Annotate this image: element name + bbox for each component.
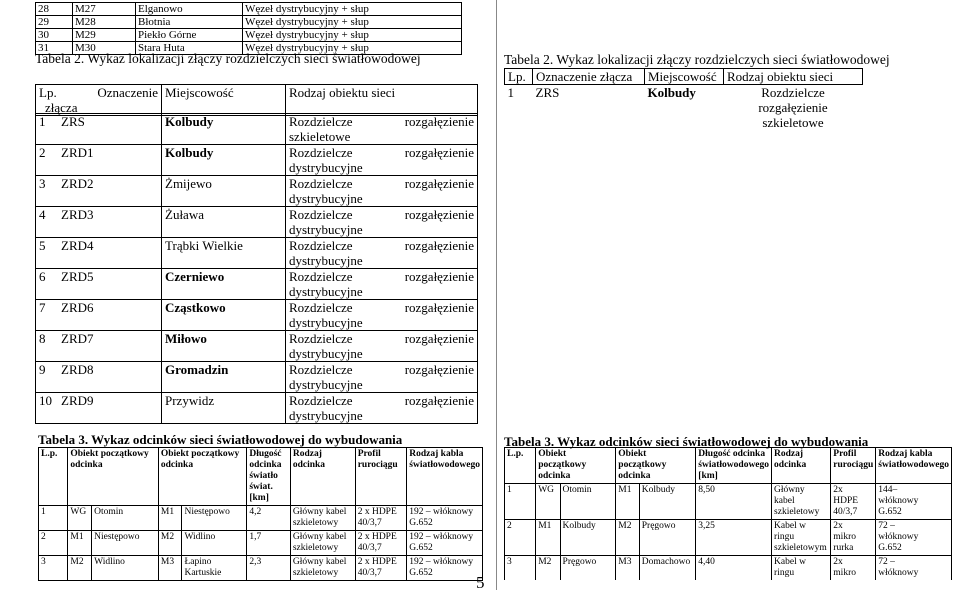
cell-type-2: szkieletowy xyxy=(292,543,339,553)
cell: M28 xyxy=(73,16,136,29)
cell-rodzaj-3: szkieletowe xyxy=(289,129,351,144)
cell-miejscowosc: Żuława xyxy=(162,207,286,238)
cell-end-name xyxy=(182,531,247,556)
cell-length: 1,7 xyxy=(247,531,291,556)
cell-rodzaj-3: dystrybucyjne xyxy=(289,315,363,330)
cell-rodzaj-1: Rozdzielcze xyxy=(289,145,353,160)
h-type-1: Rodzaj xyxy=(292,449,322,459)
right-table3-body xyxy=(505,484,952,581)
cell-lp: 3 xyxy=(39,556,68,581)
table-row xyxy=(36,393,478,424)
cell-oznaczenie: ZRS xyxy=(61,114,85,129)
cell-lp: 2 xyxy=(39,531,68,556)
cell-profile-1: 2x xyxy=(833,521,843,531)
cell-cable xyxy=(407,531,483,556)
h-len-1: Długość odcinka xyxy=(698,449,766,459)
cell: M27 xyxy=(73,3,136,16)
cell-start-name: Niestępowo xyxy=(92,531,159,556)
h-profile-1: Profil xyxy=(357,449,381,459)
cell-type xyxy=(772,556,831,581)
h-len-2: odcinka xyxy=(249,460,282,470)
cell-type-1: Główny kabel xyxy=(292,507,347,517)
header-rodzaj: Rodzaj obiektu sieci xyxy=(286,85,478,116)
header-type: Rodzaj odcinka xyxy=(772,448,831,484)
cell-end-name xyxy=(182,506,247,531)
cell: Węzeł dystrybucyjny + słup xyxy=(243,3,462,16)
header-miejscowosc: Miejscowość xyxy=(162,85,286,116)
cell-profile-1: 2 x HDPE xyxy=(357,507,397,517)
cell: 31 xyxy=(36,42,73,55)
cell-miejscowosc: Przywidz xyxy=(162,393,286,424)
table-row xyxy=(36,269,478,300)
cell-start-name: Kolbudy xyxy=(560,520,616,556)
cell-type-2: ringu xyxy=(774,532,795,542)
table-row xyxy=(36,362,478,393)
cell-rodzaj-2: rozgałęzienie xyxy=(404,145,474,160)
right-table3-caption-text: Tabela 3. Wykaz odcinków sieci światłowodowej do wybudowania xyxy=(504,434,869,449)
cell-rodzaj-1: Rozdzielcze xyxy=(289,300,353,315)
cell-profile-2: mikro xyxy=(833,532,856,542)
h-cable-1: Rodzaj kabla xyxy=(409,449,464,459)
cell-lp-oznaczenie xyxy=(36,145,162,176)
h-len-4: świat. xyxy=(249,482,273,492)
cell-lp: 1 xyxy=(507,85,514,100)
cell-length: 2,3 xyxy=(247,556,291,581)
table-row xyxy=(36,29,462,42)
cell-rodzaj xyxy=(286,114,478,145)
cell-end-code: M3 xyxy=(158,556,182,581)
h-len-3: [km] xyxy=(698,471,718,481)
cell-type-1: Główny kabel xyxy=(292,557,347,567)
cell-start-code: M1 xyxy=(68,531,92,556)
cell-rodzaj xyxy=(724,85,863,131)
cell-end-name xyxy=(182,556,247,581)
cell-rodzaj-2: rozgałęzienie xyxy=(404,393,474,408)
cell-lp-oznaczenie xyxy=(36,176,162,207)
table-header-row xyxy=(36,85,478,116)
cell-cable-2: G.652 xyxy=(409,568,433,578)
cell-length: 4,2 xyxy=(247,506,291,531)
cell-start-name: Otomin xyxy=(560,484,616,520)
cell-end-code: M1 xyxy=(158,506,182,531)
cell-oznaczenie: ZRD1 xyxy=(61,145,94,160)
cell-profile xyxy=(355,506,407,531)
table-header-row xyxy=(505,448,952,484)
cell-rodzaj xyxy=(286,300,478,331)
cell-cable-2: G.652 xyxy=(409,543,433,553)
cell-type xyxy=(290,556,355,581)
cell: Węzeł dystrybucyjny + słup xyxy=(243,29,462,42)
cell-miejscowosc: Cząstkowo xyxy=(162,300,286,331)
cell-start-name: Widlino xyxy=(92,556,159,581)
cell-length: 8,50 xyxy=(696,484,772,520)
header-length xyxy=(696,448,772,484)
header-oznaczenie-text-2: złącza xyxy=(45,100,78,115)
cell-profile-1: 2 x HDPE xyxy=(357,557,397,567)
cell-lp: 3 xyxy=(505,556,536,581)
cell-cable xyxy=(407,556,483,581)
header-start-2: odcinka xyxy=(70,460,103,470)
h-profile-2: rurociągu xyxy=(357,460,398,470)
page-number: 5 xyxy=(476,573,485,592)
h-cable-1: Rodzaj kabla xyxy=(878,449,933,459)
cell-rodzaj-line-2: szkieletowe xyxy=(762,115,824,130)
cell-cable-1: 192 – włóknowy xyxy=(409,507,474,517)
cell: M30 xyxy=(73,42,136,55)
cell-cable-2: G.652 xyxy=(409,518,433,528)
cell-lp: 1 xyxy=(39,506,68,531)
cell-rodzaj-3: dystrybucyjne xyxy=(289,222,363,237)
cell-rodzaj xyxy=(286,269,478,300)
cell-rodzaj-1: Rozdzielcze xyxy=(289,269,353,284)
cell-start-code: M1 xyxy=(536,520,560,556)
cell-cable-1: 72 – xyxy=(878,521,895,531)
cell-type xyxy=(772,520,831,556)
table-row xyxy=(36,238,478,269)
cell-end-name-1: Niestępowo xyxy=(184,507,230,517)
cell-cable-1: 192 – włóknowy xyxy=(409,557,474,567)
cell-profile-2: 40/3,7 xyxy=(357,543,382,553)
cell: Stara Huta xyxy=(136,42,243,55)
header-lp: Lp. xyxy=(505,69,533,85)
cell-miejscowosc: Kolbudy xyxy=(162,145,286,176)
cell-rodzaj-1: Rozdzielcze xyxy=(289,114,353,129)
cell: Węzeł dystrybucyjny + słup xyxy=(243,42,462,55)
cell-oznaczenie: ZRD3 xyxy=(61,207,94,222)
cell: 29 xyxy=(36,16,73,29)
cell-lp: 4 xyxy=(39,207,46,222)
cell-lp: 3 xyxy=(39,176,46,191)
cell-cable-2: włóknowy xyxy=(878,568,919,578)
cell-rodzaj-3: dystrybucyjne xyxy=(289,191,363,206)
header-start xyxy=(536,448,616,484)
cell-end-name-1: Widlino xyxy=(184,532,216,542)
cell-end-code: M1 xyxy=(616,484,639,520)
cell: 28 xyxy=(36,3,73,16)
table-header-row xyxy=(505,69,863,85)
h-len-2: światłowodowego xyxy=(698,460,770,470)
h-end-1: Obiekt początkowy xyxy=(618,449,667,470)
right-table2-caption: Tabela 2. Wykaz lokalizacji złączy rozdzielczych sieci światłowodowej xyxy=(504,52,890,67)
right-table3 xyxy=(504,447,952,580)
cell-miejscowosc: Gromadzin xyxy=(162,362,286,393)
table-row xyxy=(36,16,462,29)
cell-lp-oznaczenie xyxy=(36,207,162,238)
cell-rodzaj-2: rozgałęzienie xyxy=(404,331,474,346)
cell-cable xyxy=(876,484,952,520)
cell: Węzeł dystrybucyjny + słup xyxy=(243,16,462,29)
table-row xyxy=(36,176,478,207)
cell-miejscowosc: Trąbki Wielkie xyxy=(162,238,286,269)
cell-start-code: M2 xyxy=(68,556,92,581)
cell-rodzaj-1: Rozdzielcze xyxy=(289,331,353,346)
cell-rodzaj-3: dystrybucyjne xyxy=(289,160,363,175)
cell-rodzaj xyxy=(286,238,478,269)
cell-profile-2: mikro xyxy=(833,568,856,578)
cell-end-code: M3 xyxy=(616,556,639,581)
cell-cable-2: włóknowy xyxy=(878,532,919,542)
cell-type xyxy=(290,531,355,556)
cell-lp: 5 xyxy=(39,238,46,253)
cell-oznaczenie: ZRD5 xyxy=(61,269,94,284)
cell-oznaczenie: ZRS xyxy=(535,85,560,100)
cell-type-2: szkieletowy xyxy=(292,518,339,528)
cell-lp: 1 xyxy=(39,114,46,129)
cell-profile xyxy=(831,520,876,556)
cell-rodzaj xyxy=(286,331,478,362)
cell-rodzaj xyxy=(286,207,478,238)
header-lp: L.p. xyxy=(505,448,536,484)
table-row xyxy=(505,484,952,520)
cell-rodzaj-2: rozgałęzienie xyxy=(404,300,474,315)
cell-rodzaj xyxy=(286,176,478,207)
cell-cable-3: G.652 xyxy=(878,507,902,517)
cell-type-1: Kabel w xyxy=(774,557,806,567)
left-table3-caption xyxy=(38,433,402,447)
cell-profile-1: 2x xyxy=(833,557,843,567)
cell-rodzaj xyxy=(286,393,478,424)
h-len-3: światło xyxy=(249,471,278,481)
cell-oznaczenie: ZRD8 xyxy=(61,362,94,377)
h-len-1: Długość xyxy=(249,449,282,459)
cell-cable xyxy=(876,520,952,556)
page-divider xyxy=(496,0,497,590)
cell-rodzaj-2: rozgałęzienie xyxy=(404,114,474,129)
h-end-2: odcinka xyxy=(618,471,651,481)
header-end-2: odcinka xyxy=(160,460,194,470)
cell-miejscowosc: Czerniewo xyxy=(162,269,286,300)
cell-cable-1: 144– xyxy=(878,485,898,495)
cell: Piekło Górne xyxy=(136,29,243,42)
left-table2 xyxy=(35,84,478,116)
cell-miejscowosc: Kolbudy xyxy=(647,85,696,100)
header-lp: L.p. xyxy=(39,448,68,506)
cell-rodzaj-line-1: Rozdzielcze rozgałęzienie xyxy=(758,85,828,115)
cell-rodzaj-3: dystrybucyjne xyxy=(289,377,363,392)
cell-end-name-1: Łapino xyxy=(184,557,212,567)
table-row xyxy=(39,531,483,556)
cell-length: 4,40 xyxy=(696,556,772,581)
cell: Elganowo xyxy=(136,3,243,16)
left-table2-caption: Tabela 2. Wykaz lokalizacji złączy rozdzielczych sieci światłowodowej xyxy=(35,51,421,66)
table-row xyxy=(36,331,478,362)
cell-profile-1: 2 x HDPE xyxy=(357,532,397,542)
cell-start-code: WG xyxy=(536,484,560,520)
cell-oznaczenie: ZRD2 xyxy=(61,176,94,191)
h-start-2: odcinka xyxy=(538,471,571,481)
cell-lp: 2 xyxy=(505,520,536,556)
cell-lp-oznaczenie xyxy=(36,331,162,362)
cell-lp: 10 xyxy=(39,393,52,408)
cell-profile xyxy=(355,556,407,581)
cell-lp-oznaczenie xyxy=(36,238,162,269)
cell-cable-1: 192 – włóknowy xyxy=(409,532,474,542)
table-row xyxy=(36,3,462,16)
cell-end-code: M2 xyxy=(616,520,639,556)
table-row xyxy=(39,506,483,531)
cell-type-3: szkieletowym xyxy=(774,543,827,553)
cell-lp: 7 xyxy=(39,300,46,315)
cell-end-name: Pręgowo xyxy=(639,520,696,556)
table-row xyxy=(36,145,478,176)
table-row xyxy=(36,114,478,145)
header-cable xyxy=(407,448,483,506)
cell-rodzaj-2: rozgałęzienie xyxy=(404,362,474,377)
cell-cable xyxy=(407,506,483,531)
left-table3-caption-text: Tabela 3. Wykaz odcinków sieci światłowodowej do wybudowania xyxy=(38,432,403,447)
table-row xyxy=(36,207,478,238)
cell-lp: 9 xyxy=(39,362,46,377)
header-profile xyxy=(355,448,407,506)
cell-oznaczenie: ZRD4 xyxy=(61,238,94,253)
cell-profile xyxy=(831,484,876,520)
table-header-row xyxy=(39,448,483,506)
cell-rodzaj xyxy=(286,145,478,176)
cell-rodzaj-1: Rozdzielcze xyxy=(289,393,353,408)
cell-type-3: szkieletowy xyxy=(774,507,820,517)
table-row xyxy=(505,520,952,556)
cell-rodzaj-3: dystrybucyjne xyxy=(289,253,363,268)
cell-miejscowosc: Kolbudy xyxy=(162,114,286,145)
cell-start-name: Pręgowo xyxy=(560,556,616,581)
cell-rodzaj-3: dystrybucyjne xyxy=(289,408,363,423)
cell: M29 xyxy=(73,29,136,42)
cell-oznaczenie: ZRD7 xyxy=(61,331,94,346)
table-row xyxy=(39,556,483,581)
cell-lp: 6 xyxy=(39,269,46,284)
cell-lp-oznaczenie xyxy=(36,300,162,331)
header-cable xyxy=(876,448,952,484)
cell-profile-1: 2x xyxy=(833,485,843,495)
cell-profile-3: rurka xyxy=(833,543,854,553)
header-lp: Lp. xyxy=(39,85,57,100)
cell-lp-oznaczenie xyxy=(36,269,162,300)
cell-miejscowosc: Żmijewo xyxy=(162,176,286,207)
cell-type-1: Główny xyxy=(774,485,805,495)
cell-rodzaj-1: Rozdzielcze xyxy=(289,238,353,253)
header-rodzaj: Rodzaj obiektu sieci xyxy=(724,69,863,85)
header-oznaczenie: Oznaczenie złącza xyxy=(533,69,645,85)
cell-rodzaj-1: Rozdzielcze xyxy=(289,207,353,222)
cell-lp: 1 xyxy=(505,484,536,520)
cell-rodzaj-2: rozgałęzienie xyxy=(404,176,474,191)
left-table2-body xyxy=(35,113,478,424)
header-start xyxy=(68,448,159,506)
cell-rodzaj-2: rozgałęzienie xyxy=(404,269,474,284)
header-end xyxy=(616,448,696,484)
cell-start-name: Otomin xyxy=(92,506,159,531)
h-cable-2: światłowodowego xyxy=(878,460,949,470)
cell-lp: 8 xyxy=(39,331,46,346)
cell-length: 3,25 xyxy=(696,520,772,556)
cell-rodzaj-1: Rozdzielcze xyxy=(289,176,353,191)
cell: Błotnia xyxy=(136,16,243,29)
left-table3 xyxy=(38,447,483,581)
table-row xyxy=(505,85,863,131)
cell-profile-2: 40/3,7 xyxy=(357,568,382,578)
cell-end-name-2: Kartuskie xyxy=(184,568,222,578)
h-type-2: odcinka xyxy=(292,460,326,470)
cell-type-2: kabel xyxy=(774,496,795,506)
header-end-1: Obiekt początkowy xyxy=(160,449,240,459)
header-miejscowosc: Miejscowość xyxy=(645,69,724,85)
h-profile-2: rurociągu xyxy=(833,460,874,470)
header-profile xyxy=(831,448,876,484)
h-start-1: Obiekt początkowy xyxy=(538,449,587,470)
cell-oznaczenie: ZRD9 xyxy=(61,393,94,408)
header-oznaczenie-text: Oznaczenie xyxy=(97,85,158,100)
cell-type-1: Kabel w xyxy=(774,521,806,531)
cell-lp-oznaczenie xyxy=(36,393,162,424)
header-end xyxy=(158,448,246,506)
right-table2 xyxy=(504,68,863,130)
cell-profile xyxy=(355,531,407,556)
cell-type-2: szkieletowy xyxy=(292,568,339,578)
cell-profile-2: HDPE xyxy=(833,496,859,506)
table-row xyxy=(505,556,952,581)
cell: 30 xyxy=(36,29,73,42)
cell-rodzaj-3: dystrybucyjne xyxy=(289,284,363,299)
cell-type xyxy=(772,484,831,520)
cell-lp: 2 xyxy=(39,145,46,160)
header-length xyxy=(247,448,291,506)
cell-oznaczenie: ZRD6 xyxy=(61,300,94,315)
cell-cable-3: G.652 xyxy=(878,543,902,553)
table-row xyxy=(36,300,478,331)
cell-end-name: Kolbudy xyxy=(639,484,696,520)
cell-type-2: ringu xyxy=(774,568,795,578)
cell-rodzaj-2: rozgałęzienie xyxy=(404,207,474,222)
cell-cable xyxy=(876,556,952,581)
cell-lp-oznaczenie xyxy=(36,362,162,393)
top-table xyxy=(35,2,462,55)
cell-rodzaj-2: rozgałęzienie xyxy=(404,238,474,253)
cell-miejscowosc: Miłowo xyxy=(162,331,286,362)
cell-type xyxy=(290,506,355,531)
header-type xyxy=(290,448,355,506)
header-start-1: Obiekt początkowy xyxy=(70,449,149,459)
cell-rodzaj xyxy=(286,362,478,393)
header-oznaczenie xyxy=(36,85,162,116)
cell-lp-oznaczenie xyxy=(36,114,162,145)
h-cable-2: światłowodowego xyxy=(409,460,480,470)
left-table3-body xyxy=(39,506,483,581)
cell-start-code: WG xyxy=(68,506,92,531)
cell-start-code: M2 xyxy=(536,556,560,581)
cell-profile-2: 40/3,7 xyxy=(357,518,382,528)
h-len-5: [km] xyxy=(249,493,269,503)
cell-profile xyxy=(831,556,876,581)
cell-rodzaj-1: Rozdzielcze xyxy=(289,362,353,377)
cell-end-code: M2 xyxy=(158,531,182,556)
cell-type-1: Główny kabel xyxy=(292,532,347,542)
cell-rodzaj-3: dystrybucyjne xyxy=(289,346,363,361)
cell-end-name: Domachowo xyxy=(639,556,696,581)
left-table2-rows xyxy=(35,113,478,424)
cell-cable-1: 72 – xyxy=(878,557,895,567)
h-profile-1: Profil xyxy=(833,449,857,459)
cell-profile-3: 40/3,7 xyxy=(833,507,858,517)
cell-cable-2: włóknowy xyxy=(878,496,919,506)
